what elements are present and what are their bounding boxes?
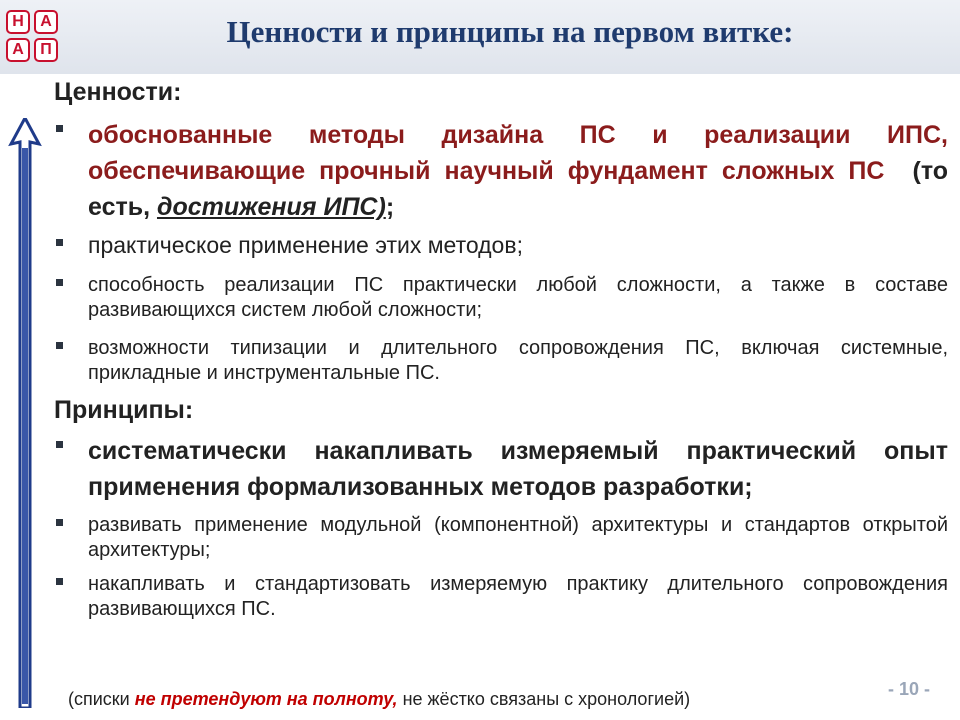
list-item-note: (то есть,	[88, 157, 949, 221]
list-item	[54, 117, 948, 225]
list-item	[54, 433, 948, 505]
timeline-arrow-icon	[8, 118, 42, 708]
principles-list	[54, 433, 948, 622]
list-item	[54, 273, 948, 323]
list-item-emphasis: достижения ИПС)	[156, 193, 386, 221]
logo-letter: Н	[6, 10, 30, 34]
principles-heading: Принципы:	[54, 396, 194, 424]
slide-content	[54, 74, 948, 622]
page-number: - 10 -	[887, 679, 930, 699]
list-item-text: возможности типизации и длительного сопровождения ПС, включая системные, прикладные и инструментальные ПС.	[88, 337, 948, 384]
list-item	[54, 572, 948, 622]
values-list	[54, 117, 948, 386]
list-item	[54, 336, 948, 386]
logo-letter: А	[6, 38, 30, 62]
list-item-text: систематически накапливать измеряемый практический опыт применения формализованных методов разработки;	[88, 437, 948, 501]
list-item	[54, 231, 948, 260]
logo	[6, 10, 58, 62]
values-heading: Ценности:	[54, 78, 182, 106]
list-item-text: обоснованные методы дизайна ПС и реализации ИПС, обеспечивающие прочный научный фундамент сложных ПС	[88, 121, 948, 185]
footnote-emphasis: не претендуют на полноту,	[134, 689, 398, 709]
logo-letter: П	[34, 38, 58, 62]
list-item-text: накапливать и стандартизовать измеряемую практику длительного сопровождения развивающихся ПС.	[88, 573, 948, 620]
footnote-text: не жёстко связаны с хронологией)	[397, 689, 691, 709]
list-item	[54, 513, 948, 563]
list-item-text: способность реализации ПС практически любой сложности, а также в составе развивающихся систем любой сложности;	[88, 274, 948, 321]
slide-title: Ценности и принципы на первом витке:	[226, 14, 794, 49]
list-item-punct: ;	[385, 193, 395, 221]
logo-letter: А	[34, 10, 58, 34]
list-item-text: развивать применение модульной (компонентной) архитектуры и стандартов открытой архитектуры;	[88, 514, 948, 561]
footnote	[68, 689, 690, 710]
list-item-text: практическое применение этих методов;	[88, 232, 523, 258]
footnote-text: (списки	[68, 689, 135, 709]
slide-header	[0, 0, 960, 74]
